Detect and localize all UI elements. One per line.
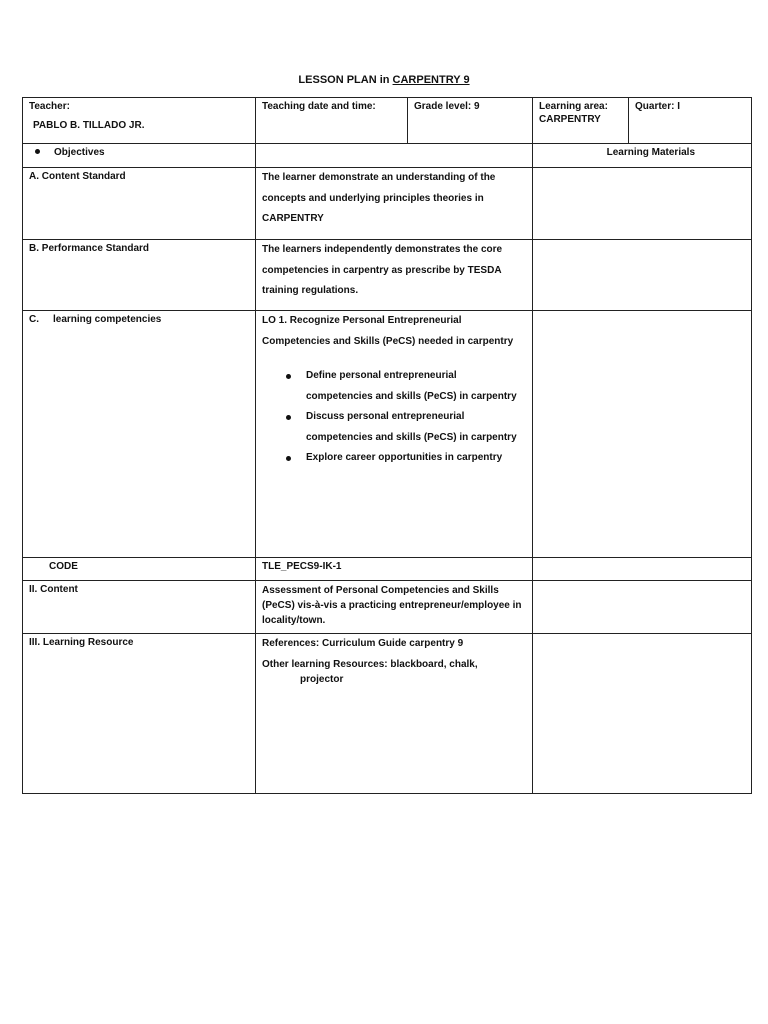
learning-materials-label: Learning Materials	[606, 147, 695, 158]
teaching-date-cell	[255, 97, 408, 144]
competencies-text-cell	[255, 310, 533, 558]
resource-materials-cell	[532, 633, 752, 794]
lo-text: LO 1. Recognize Personal Entrepreneurial Competencies and Skills (PeCS) needed in carpentry	[262, 315, 514, 347]
learning-materials-header	[532, 143, 752, 168]
quarter-cell	[628, 97, 752, 144]
content-label: II. Content	[29, 584, 78, 595]
other-resources-cont: projector	[300, 674, 344, 685]
teacher-name: PABLO B. TILLADO JR.	[33, 120, 145, 131]
other-resources-text: Other learning Resources: blackboard, chalk,	[262, 659, 478, 670]
performance-standard-text-cell	[255, 239, 533, 311]
resource-text-cell	[255, 633, 533, 794]
code-value-cell	[255, 557, 533, 581]
content-standard-materials-cell	[532, 167, 752, 240]
resource-label-cell	[22, 633, 256, 794]
bullet-icon	[35, 149, 40, 154]
content-label-cell	[22, 580, 256, 634]
content-standard-label: A. Content Standard	[29, 171, 126, 182]
resource-label: III. Learning Resource	[29, 637, 134, 648]
learning-area-value: CARPENTRY	[539, 114, 601, 125]
objectives-label: Objectives	[54, 147, 105, 158]
competencies-label-cell	[22, 310, 256, 558]
competencies-materials-cell	[532, 310, 752, 558]
list-item: Define personal entrepreneurial competencies and skills (PeCS) in carpentry	[262, 366, 526, 407]
content-materials-cell	[532, 580, 752, 634]
list-item: Explore career opportunities in carpentry	[262, 448, 526, 469]
objectives-blank-cell	[255, 143, 533, 168]
title-subject: CARPENTRY 9	[392, 74, 470, 86]
content-standard-label-cell	[22, 167, 256, 240]
competencies-label: learning competencies	[53, 314, 162, 325]
performance-standard-label: B. Performance Standard	[29, 243, 150, 254]
code-label: CODE	[49, 561, 78, 572]
code-value: TLE_PECS9-IK-1	[262, 561, 342, 572]
content-text-cell	[255, 580, 533, 634]
competencies-label-num: C.	[29, 314, 39, 325]
competency-bullets	[262, 366, 526, 469]
list-item: Discuss personal entrepreneurial competencies and skills (PeCS) in carpentry	[262, 407, 526, 448]
quarter: Quarter: I	[635, 101, 681, 112]
content-standard-text: The learner demonstrate an understanding of the concepts and underlying principles theories in CARPENTRY	[262, 172, 496, 224]
performance-standard-label-cell	[22, 239, 256, 311]
grade-level-cell	[407, 97, 533, 144]
teacher-label: Teacher:	[29, 101, 70, 112]
content-standard-text-cell	[255, 167, 533, 240]
references-text: References: Curriculum Guide carpentry 9	[262, 638, 464, 649]
learning-area-cell	[532, 97, 629, 144]
teacher-cell	[22, 97, 256, 144]
code-label-cell	[22, 557, 256, 581]
learning-area-label: Learning area:	[539, 101, 608, 112]
objectives-cell	[22, 143, 256, 168]
performance-standard-materials-cell	[532, 239, 752, 311]
title-prefix: LESSON PLAN in	[298, 74, 393, 86]
performance-standard-text: The learners independently demonstrates the core competencies in carpentry as prescribe by TESDA training regulations.	[262, 244, 503, 296]
content-text: Assessment of Personal Competencies and Skills (PeCS) vis-à-vis a practicing entrepreneur/employee in locality/town.	[262, 585, 522, 626]
grade-level: Grade level: 9	[414, 101, 480, 112]
teaching-date-label: Teaching date and time:	[262, 101, 376, 112]
code-materials-cell	[532, 557, 752, 581]
